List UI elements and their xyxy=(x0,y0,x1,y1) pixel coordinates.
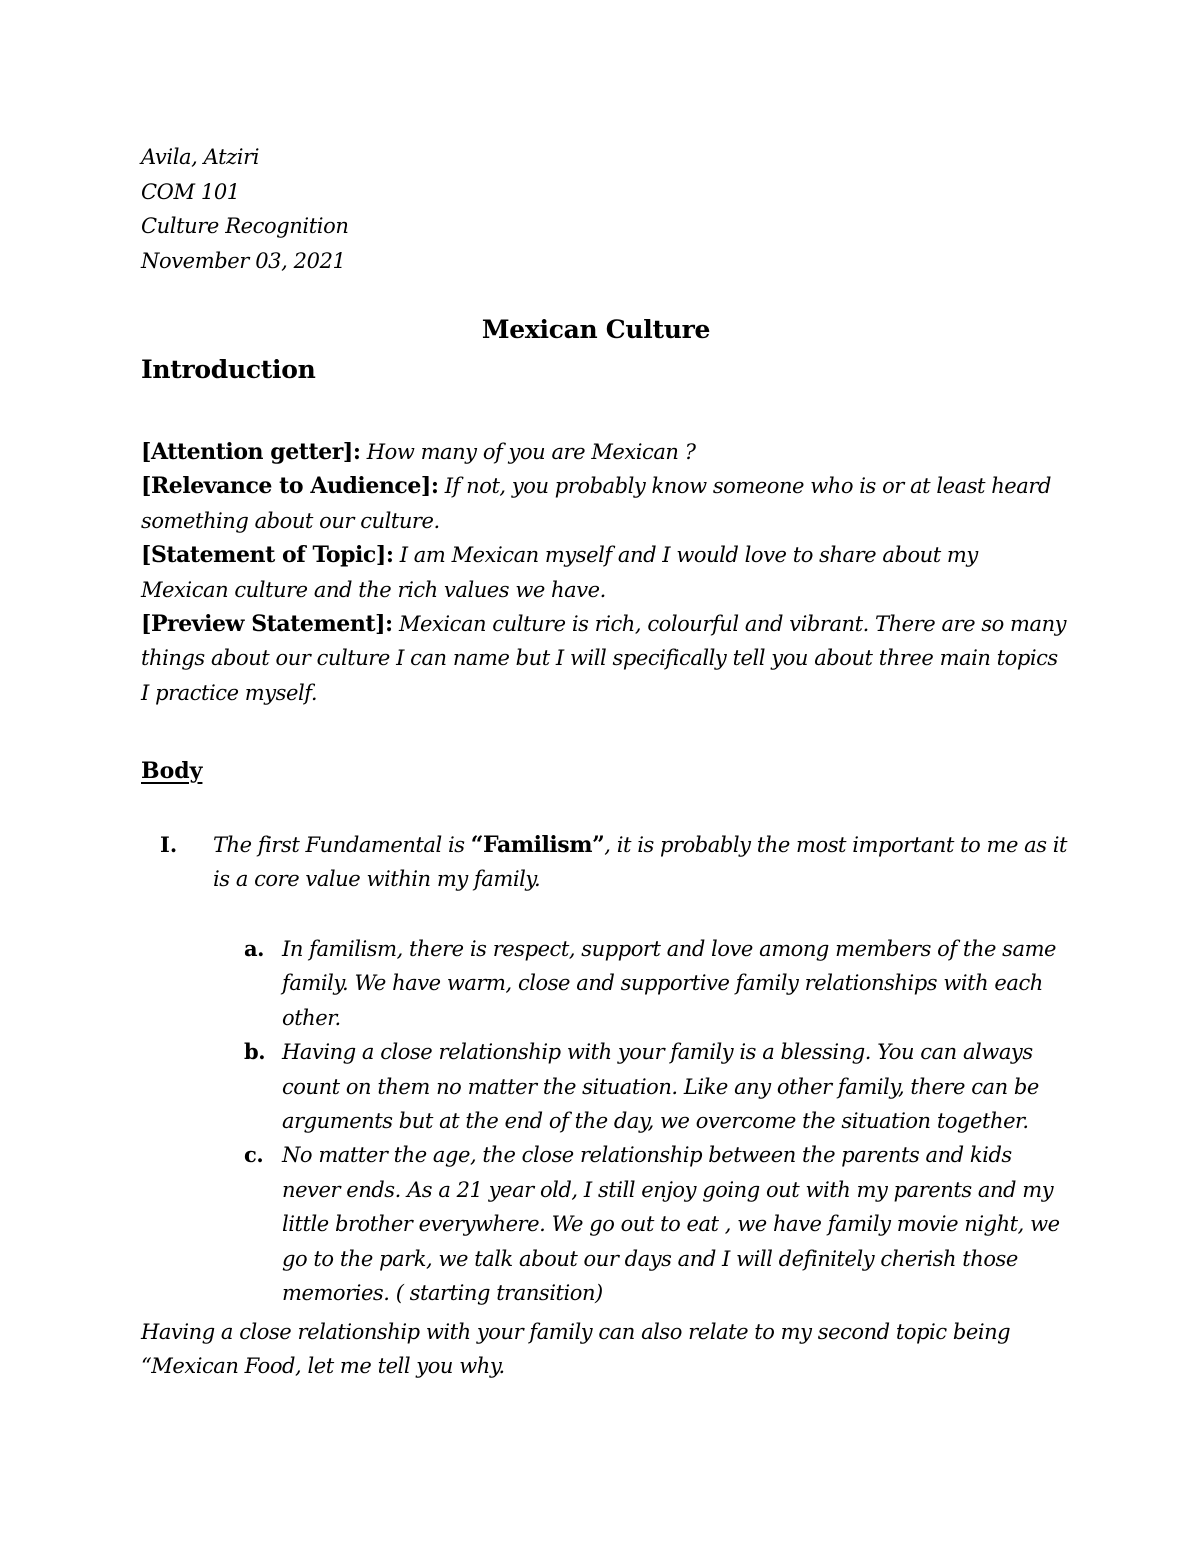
subpoint-list xyxy=(244,932,1074,1310)
subpoint-text: Having a close relationship with your family is a blessing. You can always count on them no matter the situation. Like any other family, there can be arguments but at the end of the day, we overcome the situation together. xyxy=(282,1040,1039,1134)
document-title: Mexican Culture xyxy=(481,315,711,344)
course-code: COM 101 xyxy=(141,179,240,204)
attention-getter-label: [Attention getter]: xyxy=(141,439,361,465)
assignment-name: Culture Recognition xyxy=(141,214,349,238)
main-point-marker: I. xyxy=(160,832,178,857)
student-header xyxy=(141,140,348,278)
preview-statement xyxy=(141,607,1071,710)
subpoint-text: In familism, there is respect, support and love among members of the same family. We have warm, close and supportive family relationships with each other. xyxy=(282,937,1057,1030)
statement-text: I am Mexican myself and I would love to share about my Mexican culture and the rich values we have. xyxy=(141,543,978,602)
statement-of-topic xyxy=(141,538,1071,607)
preview-label: [Preview Statement]: xyxy=(141,611,393,638)
relevance-label: [Relevance to Audience]: xyxy=(141,473,439,500)
introduction-heading: Introduction xyxy=(141,355,316,384)
main-point-intro: The first Fundamental is xyxy=(213,833,465,857)
document-date: November 03, 2021 xyxy=(141,248,346,273)
relevance-text: If not, you probably know someone who is or at least heard something about our culture. xyxy=(141,474,1051,533)
main-point-text xyxy=(213,828,1073,897)
subpoint-marker: a. xyxy=(244,936,265,961)
subpoint-marker: c. xyxy=(244,1142,264,1168)
relevance-to-audience xyxy=(141,469,1071,538)
body-heading: Body xyxy=(141,758,203,784)
attention-getter-text: How many of you are Mexican ? xyxy=(366,440,696,464)
transition-paragraph: Having a close relationship with your family can also relate to my second topic being “Mexican Food, let me tell you why. xyxy=(141,1320,1011,1379)
introduction-section xyxy=(141,435,1071,710)
main-point-rest: , it is probably the most important to me as it is a core value within my family. xyxy=(213,833,1068,892)
subpoint-item xyxy=(244,1035,1074,1138)
attention-getter xyxy=(141,435,1071,469)
subpoint-text: No matter the age, the close relationship between the parents and kids never ends. As a 21 year old, I still enjoy going out with my parents and my little brother everywhere. We go out to eat , we have family movie night, we go to the park, we talk about our days and I will definitely cherish those memories. ( starting transition) xyxy=(282,1143,1060,1306)
statement-label: [Statement of Topic]: xyxy=(141,542,394,569)
subpoint-item xyxy=(244,1138,1074,1310)
subpoint-marker: b. xyxy=(244,1039,266,1065)
main-point-keyword: “Familism” xyxy=(470,832,605,858)
subpoint-item xyxy=(244,932,1074,1035)
student-name: Avila, Atziri xyxy=(141,145,260,169)
preview-text: Mexican culture is rich, colourful and vibrant. There are so many things about our culture I can name but I will specifically tell you about three main topics I practice myself. xyxy=(141,612,1067,705)
